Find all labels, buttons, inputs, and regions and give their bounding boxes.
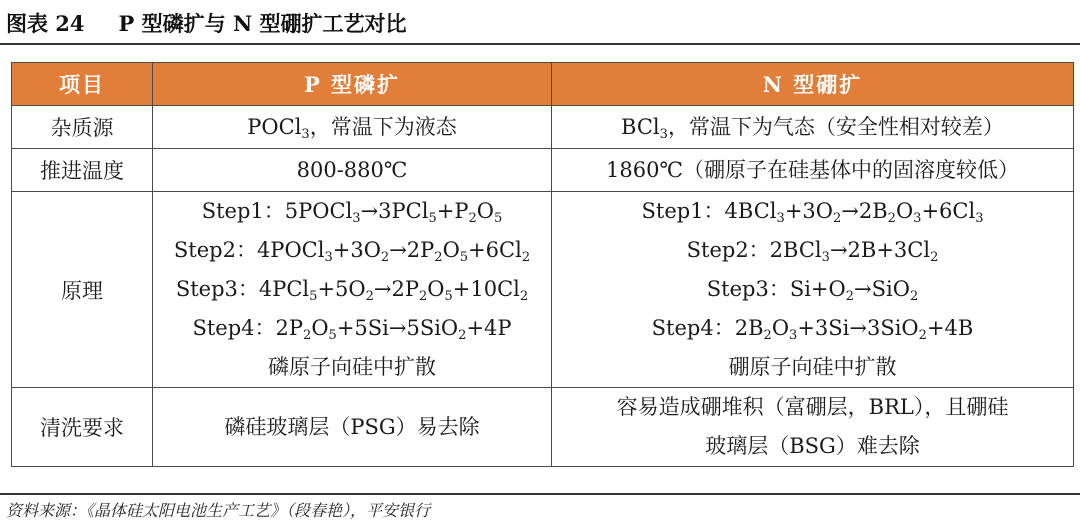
text-segment: →3PCl — [360, 199, 429, 223]
cell-line — [153, 231, 551, 270]
subscript: 5 — [444, 288, 453, 304]
subscript: 2 — [930, 249, 939, 265]
text-segment: O — [476, 199, 494, 223]
text-segment: 磷原子向硅中扩散 — [268, 355, 436, 379]
cell-p — [153, 388, 552, 467]
subscript: 3 — [913, 210, 922, 226]
subscript: 2 — [519, 288, 529, 304]
subscript: 2 — [434, 249, 443, 265]
text-segment: →2B+3Cl — [829, 238, 931, 262]
figure-number: 图表 24 — [6, 11, 85, 36]
subscript: 2 — [468, 210, 477, 226]
row-label: 原理 — [12, 192, 153, 388]
comparison-table — [11, 62, 1074, 467]
cell-n — [552, 106, 1074, 149]
subscript: 2 — [833, 210, 842, 226]
text-segment: +3O — [332, 238, 381, 262]
cell-p — [153, 192, 552, 388]
cell-n — [552, 192, 1074, 388]
text-segment: 玻璃层（BSG）难去除 — [705, 434, 920, 458]
cell-line — [552, 427, 1073, 466]
subscript: 3 — [352, 210, 361, 226]
text-segment: +6Cl — [921, 199, 976, 223]
text-segment: BCl — [621, 114, 660, 139]
source-divider — [0, 493, 1080, 495]
cell-line — [552, 192, 1073, 231]
subscript: 5 — [328, 327, 337, 343]
subscript: 3 — [776, 210, 785, 226]
text-segment: O — [442, 238, 460, 262]
subscript: 3 — [789, 327, 798, 343]
text-segment: ，常温下为液态 — [309, 114, 457, 139]
row-label: 推进温度 — [12, 149, 153, 192]
header-n-type: N 型硼扩 — [552, 63, 1074, 106]
subscript: 5 — [309, 288, 318, 304]
text-segment: Step2：2BCl — [686, 238, 822, 262]
cell-line — [552, 270, 1073, 309]
table-row — [12, 149, 1074, 192]
text-segment: POCl — [247, 114, 302, 139]
text-segment: +3Si→3SiO — [797, 316, 919, 340]
cell-line — [153, 192, 551, 231]
cell-p — [153, 106, 552, 149]
subscript: 5 — [428, 210, 437, 226]
cell-line — [552, 151, 1073, 190]
text-segment: Step1：5POCl — [201, 199, 353, 223]
subscript: 2 — [887, 210, 896, 226]
cell-p — [153, 149, 552, 192]
subscript: 2 — [845, 288, 855, 304]
text-segment: ，常温下为气态（安全性相对较差） — [667, 114, 1004, 139]
cell-line — [552, 348, 1073, 387]
subscript: 5 — [493, 210, 503, 226]
cell-line — [153, 151, 551, 190]
cell-line — [552, 388, 1073, 427]
text-segment: +4B — [926, 316, 974, 340]
text-segment: O — [895, 199, 914, 223]
subscript: 2 — [909, 288, 919, 304]
figure-title-text: P 型磷扩与 N 型硼扩工艺对比 — [118, 11, 407, 36]
cell-n — [552, 388, 1074, 467]
table-row — [12, 192, 1074, 388]
cell-line — [153, 309, 551, 348]
text-segment: +6Cl — [468, 238, 522, 262]
figure-title — [6, 6, 406, 42]
text-segment: 1860℃（硼原子在硅基体中的固溶度较低） — [606, 157, 1019, 182]
cell-line — [153, 270, 551, 309]
subscript: 3 — [301, 126, 310, 142]
subscript: 2 — [419, 288, 428, 304]
text-segment: +P — [436, 199, 469, 223]
subscript: 5 — [459, 249, 469, 265]
subscript: 3 — [659, 126, 668, 142]
source-note: 资料来源：《晶体硅太阳电池生产工艺》（段春艳），平安银行 — [6, 501, 431, 520]
cell-line — [153, 408, 551, 447]
subscript: 2 — [918, 327, 927, 343]
subscript: 2 — [303, 327, 312, 343]
text-segment: Step4：2P — [192, 316, 304, 340]
table-header-row — [12, 63, 1074, 106]
text-segment: →2B — [841, 199, 888, 223]
subscript: 3 — [975, 210, 984, 226]
text-segment: +10Cl — [452, 277, 520, 301]
subscript: 2 — [458, 327, 467, 343]
row-label: 杂质源 — [12, 106, 153, 149]
table-row — [12, 388, 1074, 467]
cell-line — [552, 231, 1073, 270]
text-segment: +4P — [466, 316, 512, 340]
text-segment: Step3：4PCl — [175, 277, 310, 301]
row-label: 清洗要求 — [12, 388, 153, 467]
subscript: 3 — [821, 249, 830, 265]
text-segment: O — [311, 316, 329, 340]
text-segment: Step1：4BCl — [641, 199, 777, 223]
text-segment: O — [771, 316, 790, 340]
header-item: 项目 — [12, 63, 153, 106]
text-segment: 磷硅玻璃层（PSG）易去除 — [224, 414, 480, 439]
cell-line — [153, 348, 551, 387]
text-segment: 硼原子向硅中扩散 — [728, 355, 897, 379]
table-row — [12, 106, 1074, 149]
text-segment: 800-880℃ — [296, 157, 408, 182]
subscript: 2 — [380, 249, 390, 265]
text-segment: Step2：4POCl — [173, 238, 325, 262]
text-segment: +5Si→5SiO — [336, 316, 459, 340]
text-segment: →SiO — [854, 277, 910, 301]
cell-line — [552, 309, 1073, 348]
text-segment: O — [427, 277, 445, 301]
text-segment: →2P — [389, 238, 435, 262]
text-segment: →2P — [373, 277, 419, 301]
cell-line — [552, 108, 1073, 147]
subscript: 2 — [365, 288, 374, 304]
cell-line — [153, 108, 551, 147]
subscript: 3 — [324, 249, 333, 265]
subscript: 2 — [521, 249, 531, 265]
header-p-type: P 型磷扩 — [153, 63, 552, 106]
text-segment: +3O — [784, 199, 833, 223]
text-segment: +5O — [317, 277, 366, 301]
cell-n — [552, 149, 1074, 192]
text-segment: Step4：2B — [651, 316, 764, 340]
text-segment: 容易造成硼堆积（富硼层，BRL），且硼硅 — [616, 395, 1009, 419]
subscript: 2 — [763, 327, 772, 343]
title-divider — [0, 43, 1080, 45]
text-segment: Step3：Si+O — [706, 277, 846, 301]
